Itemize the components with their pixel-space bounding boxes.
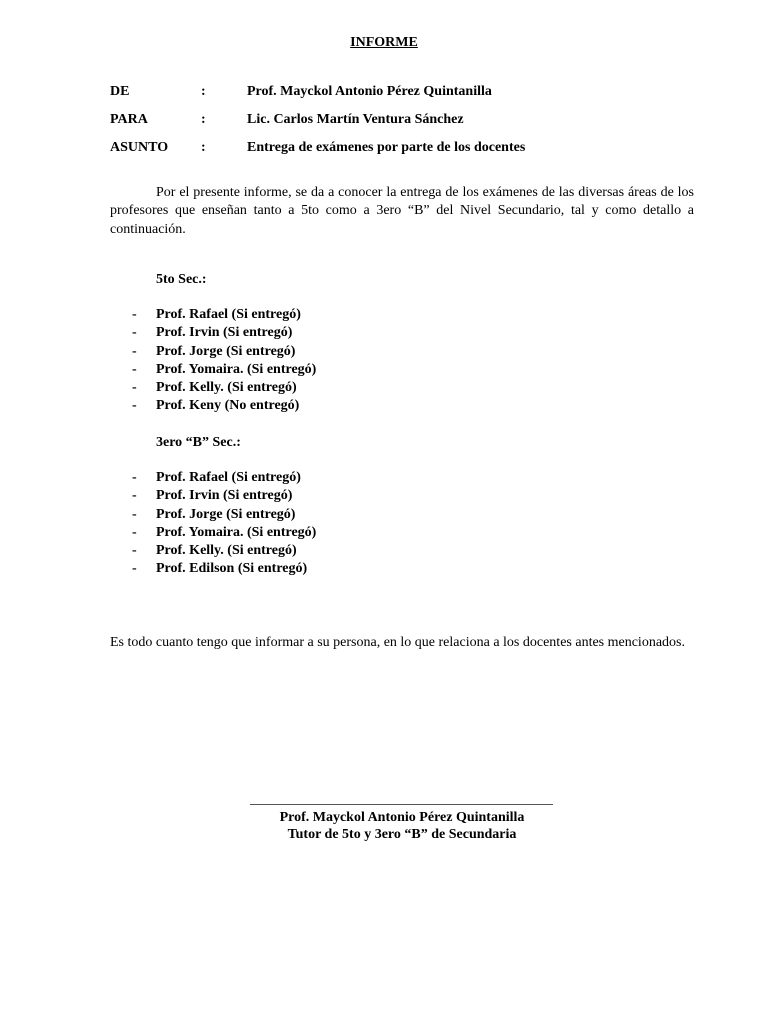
bullet-dash: - — [132, 506, 137, 522]
list-3ero — [110, 469, 510, 579]
bullet-dash: - — [132, 307, 137, 322]
section-title-5to: 5to Sec.: — [156, 272, 207, 287]
signature-name: Prof. Mayckol Antonio Pérez Quintanilla — [279, 810, 525, 825]
list-item — [110, 524, 510, 542]
list-item-text: Prof. Jorge (Si entregó) — [156, 506, 296, 522]
list-5to — [110, 306, 510, 416]
list-item — [110, 324, 510, 342]
header-value-to: Lic. Carlos Martín Ventura Sánchez — [247, 112, 464, 127]
header-label-to: PARA — [110, 112, 148, 127]
list-item — [110, 469, 510, 487]
document-title: INFORME — [350, 35, 418, 50]
list-item — [110, 560, 510, 578]
closing-paragraph: Es todo cuanto tengo que informar a su persona, en lo que relaciona a los docentes antes mencionados. — [110, 635, 685, 650]
list-item-text: Prof. Yomaira. (Si entregó) — [156, 361, 317, 377]
header-row-to — [110, 111, 710, 129]
header-label-subject: ASUNTO — [110, 140, 169, 155]
header-colon: : — [201, 112, 206, 127]
list-item-text: Prof. Kelly. (Si entregó) — [156, 543, 297, 559]
list-item-text: Prof. Irvin (Si entregó) — [156, 325, 293, 341]
bullet-dash: - — [132, 561, 137, 577]
bullet-dash: - — [132, 325, 137, 341]
header-value-from: Prof. Mayckol Antonio Pérez Quintanilla — [247, 84, 492, 99]
signature-line — [250, 804, 553, 805]
bullet-dash: - — [132, 488, 137, 504]
list-item-text: Prof. Edilson (Si entregó) — [156, 561, 308, 577]
list-item-text: Prof. Irvin (Si entregó) — [156, 488, 293, 504]
header-colon: : — [201, 140, 206, 155]
bullet-dash: - — [132, 470, 137, 485]
list-item — [110, 487, 510, 505]
list-item-text: Prof. Keny (No entregó) — [156, 398, 300, 414]
section-title-3ero: 3ero “B” Sec.: — [156, 435, 241, 450]
list-item — [110, 343, 510, 361]
list-item-text: Prof. Kelly. (Si entregó) — [156, 380, 297, 396]
signature-role: Tutor de 5to y 3ero “B” de Secundaria — [287, 827, 517, 842]
bullet-dash: - — [132, 398, 137, 414]
bullet-dash: - — [132, 524, 137, 540]
list-item-text: Prof. Yomaira. (Si entregó) — [156, 524, 317, 540]
header-row-subject — [110, 139, 710, 157]
intro-paragraph: Por el presente informe, se da a conocer la entrega de los exámenes de las diversas áreas de los profesores que enseñan tanto a 5to como a 3ero “B” del Nivel Secundario, tal y como detallo a continuación. — [110, 185, 694, 237]
list-item-text: Prof. Rafael (Si entregó) — [156, 470, 301, 485]
list-item — [110, 397, 510, 415]
header-colon: : — [201, 84, 206, 99]
list-item — [110, 361, 510, 379]
list-item — [110, 306, 510, 324]
bullet-dash: - — [132, 543, 137, 559]
bullet-dash: - — [132, 343, 137, 359]
bullet-dash: - — [132, 361, 137, 377]
header-row-from — [110, 83, 710, 101]
list-item — [110, 542, 510, 560]
list-item — [110, 506, 510, 524]
bullet-dash: - — [132, 380, 137, 396]
list-item-text: Prof. Rafael (Si entregó) — [156, 307, 301, 322]
header-value-subject: Entrega de exámenes por parte de los docentes — [247, 140, 526, 155]
list-item — [110, 379, 510, 397]
list-item-text: Prof. Jorge (Si entregó) — [156, 343, 296, 359]
header-label-from: DE — [110, 84, 130, 99]
